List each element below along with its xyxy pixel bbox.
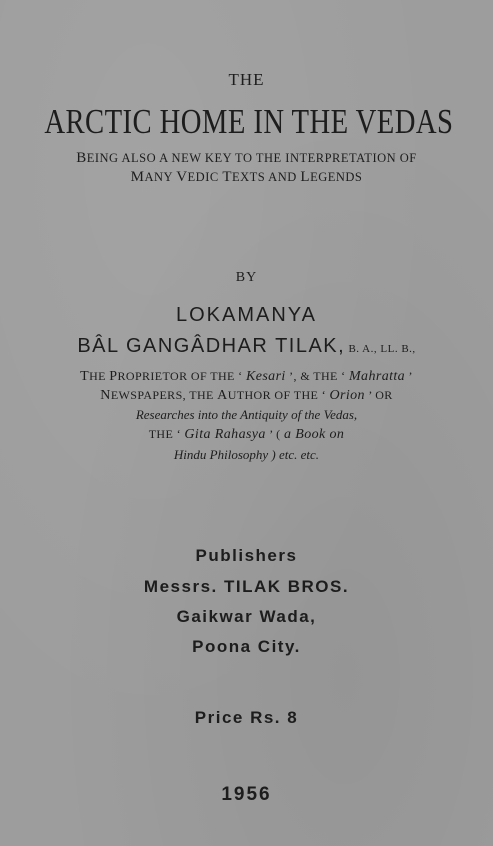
credits-initial: T xyxy=(80,369,90,384)
subtitle-text: EXTS AND xyxy=(232,170,301,184)
credits-initial: P xyxy=(109,369,118,384)
book-title: ARCTIC HOME IN THE VEDAS xyxy=(44,102,454,141)
credits-text: UTHOR OF THE ‘ xyxy=(227,388,330,402)
credits-text: ’, & THE ‘ xyxy=(285,369,349,383)
subtitle-text: ANY xyxy=(144,170,177,184)
subtitle-line-1 xyxy=(0,150,493,167)
credits-line-4 xyxy=(0,427,493,443)
subtitle-initial: V xyxy=(176,169,188,185)
publisher-address-2: Poona City. xyxy=(192,637,301,656)
credits-line-2 xyxy=(0,388,493,404)
publication-year: 1956 xyxy=(221,784,272,805)
subtitle-initial: T xyxy=(222,169,232,185)
subtitle-text: EDIC xyxy=(187,170,223,184)
publisher-address-1: Gaikwar Wada, xyxy=(176,607,317,626)
credits-text: ROPRIETOR OF THE ‘ xyxy=(117,369,246,383)
credits-line-1 xyxy=(0,369,493,385)
subtitle-initial: M xyxy=(130,169,145,185)
publisher-firm: Messrs. TILAK BROS. xyxy=(143,577,350,596)
subtitle-line-2 xyxy=(0,169,493,186)
subtitle-text: EING ALSO A NEW KEY TO THE INTERPRETATION OF xyxy=(86,151,417,165)
author-name: BÂL GANGÂDHAR TILAK, xyxy=(77,335,346,357)
subtitle-initial: L xyxy=(300,169,311,185)
title-article: THE xyxy=(228,70,265,89)
credits-text: HE xyxy=(89,369,110,383)
credits-initial: A xyxy=(217,388,228,403)
credits-text: EWSPAPERS, THE xyxy=(110,388,218,402)
credits-text: THE ‘ xyxy=(148,427,185,441)
subtitle-initial: B xyxy=(76,150,87,166)
credits-line-5: Hindu Philosophy ) etc. etc. xyxy=(173,447,320,462)
credits-text: ’ OR xyxy=(364,388,393,402)
newspaper-mahratta: Mahratta xyxy=(348,369,406,384)
credits-text: ’ ( xyxy=(265,427,284,441)
by-line: BY xyxy=(235,270,258,285)
newspaper-kesari: Kesari xyxy=(245,369,286,384)
credits-text: ’ xyxy=(405,369,413,383)
work-orion: Orion xyxy=(329,388,365,403)
author-name-line xyxy=(0,335,493,358)
author-degrees: B. A., LL. B., xyxy=(345,343,416,355)
credits-text-italic: a Book on xyxy=(283,427,345,442)
credits-initial: N xyxy=(100,388,111,403)
publishers-label: Publishers xyxy=(195,546,298,565)
credits-line-3: Researches into the Antiquity of the Vedas, xyxy=(135,407,358,422)
subtitle-text: EGENDS xyxy=(310,170,363,184)
work-gita-rahasya: Gita Rahasya xyxy=(184,427,266,442)
author-honorific: LOKAMANYA xyxy=(176,304,317,326)
price-label: Price Rs. 8 xyxy=(194,708,299,727)
